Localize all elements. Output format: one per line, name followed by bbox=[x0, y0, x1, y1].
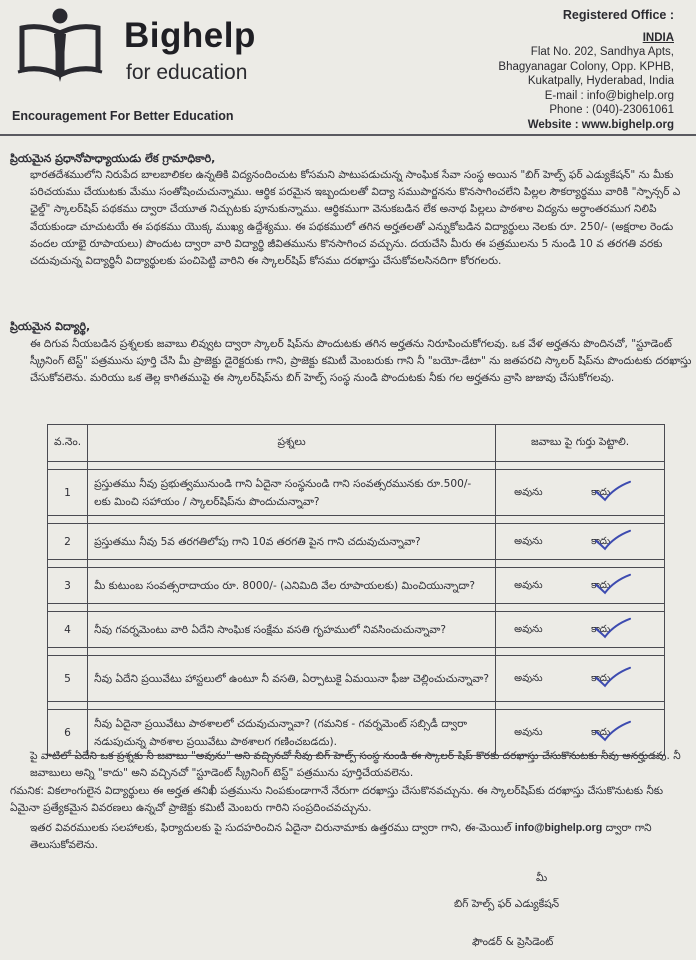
bighelp-logo-icon bbox=[14, 6, 106, 84]
table-row bbox=[48, 568, 665, 604]
office-country: INDIA bbox=[642, 31, 674, 44]
closing: మీ bbox=[536, 872, 548, 884]
answer-no-option[interactable]: కాదు bbox=[591, 579, 611, 591]
office-email: E-mail : info@bighelp.org bbox=[544, 89, 674, 102]
checkmark-icon bbox=[592, 572, 632, 594]
salutation-headmaster: ప్రియమైన ప్రధానోపాధ్యాయుడు లేక గ్రామాధికారి, bbox=[10, 152, 216, 165]
answer-yes-option[interactable]: అవును bbox=[514, 486, 543, 498]
answer-no-option[interactable]: కాదు bbox=[591, 672, 611, 684]
designation: ఫౌండర్ & ప్రెసిడెంట్ bbox=[472, 936, 554, 948]
contact-text-end: ద్వారా గాని తెలుసుకోవలెను. bbox=[30, 822, 652, 852]
row-number: 3 bbox=[48, 568, 88, 604]
table-row bbox=[48, 524, 665, 560]
answer-no-option[interactable]: కాదు bbox=[591, 726, 611, 738]
answer-cell[interactable] bbox=[496, 470, 665, 516]
registered-office-heading: Registered Office : bbox=[562, 8, 674, 22]
checkmark-icon bbox=[592, 528, 632, 550]
office-address-line: Bhagyanagar Colony, Opp. KPHB, bbox=[498, 60, 674, 73]
row-number: 5 bbox=[48, 656, 88, 702]
header-divider bbox=[0, 134, 696, 136]
answer-cell[interactable] bbox=[496, 612, 665, 648]
office-address-line: Kukatpally, Hyderabad, India bbox=[527, 75, 674, 87]
brand-subtitle: for education bbox=[126, 61, 248, 84]
checkmark-icon bbox=[592, 665, 632, 687]
intro-paragraph: భారతదేశములోని నిరుపేద బాలబాలికల ఉన్నతికి విద్యనందించుట కోసమని పాటుపడుచున్న సాంఘిక సేవా సంస్థ అయిన "బిగ్ హెల్ప్ ఫర్ ఎడ్యుకేషన్" ను మీకు పరిచయము చేయుటకు మేము సంతోషించుచున్నాము. ఆర్థిక పరమైన ఇబ్బందులతో విద్యా సముపార్జనను కొనసాగించలేని పిల్లల సౌకర్యార్థము వారికి "స్పాన్సర్ ఎ ఛైల్డ్" స్కాలర్‌షిప్ పథకము ద్వారా చేయూత నిచ్చుటకు పూనుకున్నాము. ఆర్థికముగా వెనుకబడిన లేక అనాథ పిల్లలు పాఠశాల విద్యను అర్ధాంతరముగ నిలిపి వేయకుండా చూచుటయే ఈ పథకము యొక్క ముఖ్య ఉద్దేశ్యము. ఈ పథకములో తగిన అర్హతలతో ఎన్నుకోబడిన విద్యార్థులు నెలకు రూ. 250/- (అక్షరాల రెండు వందల యాభై రూపాయలు) పొందుట ద్వారా వారి విద్యార్థి జీవితమును కొనసాగించ వచ్చును. దయచేసి మీరు ఈ పత్రములను 5 నుండి 10 వ తరగతి వరకు చదువుచున్న విద్యార్థినీ విద్యార్థులకు పంచిపెట్టి వారిని ఈ స్కాలర్‌షిప్ కోసము దరఖాస్తు చేసుకోవలసినదిగా కోరగలరు. bbox=[30, 169, 681, 268]
answer-no-option[interactable]: కాదు bbox=[591, 486, 611, 498]
office-website: Website : www.bighelp.org bbox=[527, 118, 674, 131]
eligibility-note: పై వాటిలో ఏదేని ఒక ప్రశ్నకు నీ జవాబు "అవును" అని వచ్చినచో నీవు బిగ్ హెల్ప్ సంస్థ నుండి ఈ స్కాలర్ షిప్ కొరకు దరఖాస్తు చేసుకొనుటకు నీవు అనర్హుడవు. నీ జవాబులు అన్ని "కాదు" అని వచ్చినచో "స్టూడెంట్ స్క్రీనింగ్ టెస్ట్" పత్రమును పూర్తిచేయవలెను. bbox=[30, 750, 681, 780]
answer-no-option[interactable]: కాదు bbox=[591, 535, 611, 547]
answer-yes-option[interactable]: అవును bbox=[514, 726, 543, 738]
brand-name: Bighelp bbox=[124, 16, 256, 55]
tagline: Encouragement For Better Education bbox=[12, 109, 234, 123]
col-header-question: ప్రశ్నలు bbox=[88, 425, 496, 462]
table-header-row bbox=[48, 425, 665, 462]
answer-yes-option[interactable]: అవును bbox=[514, 672, 543, 684]
question-text: ప్రస్తుతము నీవు ప్రభుత్వమునుండి గాని ఏదైనా సంస్థనుండి గాని సంవత్సరమునకు రూ.500/- లకు మించి సహాయం / స్కాలర్‌షిప్‌ను పొందుచున్నావా? bbox=[88, 470, 496, 516]
registered-office-block bbox=[374, 8, 674, 132]
table-row bbox=[48, 470, 665, 516]
col-header-sno: వ.నెం. bbox=[48, 425, 88, 462]
row-number: 6 bbox=[48, 710, 88, 756]
eligibility-table bbox=[47, 424, 665, 756]
table-row bbox=[48, 656, 665, 702]
col-header-answer: జవాబు పై గుర్తు పెట్టాలి. bbox=[496, 425, 665, 462]
table-row bbox=[48, 612, 665, 648]
answer-cell[interactable] bbox=[496, 524, 665, 560]
contact-email-link[interactable]: info@bighelp.org bbox=[514, 822, 603, 834]
checkmark-icon bbox=[592, 479, 632, 501]
row-number: 4 bbox=[48, 612, 88, 648]
answer-yes-option[interactable]: అవును bbox=[514, 535, 543, 547]
office-address-line: Flat No. 202, Sandhya Apts, bbox=[530, 46, 674, 58]
organization-signature: బిగ్ హెల్ప్ ఫర్ ఎడ్యుకేషన్ bbox=[454, 898, 560, 910]
contact-paragraph bbox=[10, 820, 696, 854]
question-text: ప్రస్తుతము నీవు 5వ తరగతిలోపు గాని 10వ తరగతి పైన గాని చదువుచున్నావా? bbox=[88, 524, 496, 560]
note-paragraph: గమనిక: వికలాంగులైన విద్యార్థులు ఈ అర్హత తనిఖీ పత్రమును నింపకుండాగానే నేరుగా దరఖాస్తు చేసుకొనవచ్చును. ఈ స్కాలర్‌షిప్‌కు దరఖాస్తు చేసుకొనుటకు నీకు ఏమైనా ప్రత్యేకమైన వివరణలు ఉన్నచో ప్రాజెక్టు కమిటీ మెంబరు గారిని సంప్రదించవచ్చును. bbox=[10, 785, 663, 815]
answer-yes-option[interactable]: అవును bbox=[514, 623, 543, 635]
answer-no-option[interactable]: కాదు bbox=[591, 623, 611, 635]
office-phone: Phone : (040)-23061061 bbox=[549, 104, 674, 116]
student-paragraph: ఈ దిగువ నీయబడిన ప్రశ్నలకు జవాబు లివ్వుట ద్వారా స్కాలర్ షిప్‌ను పొందుటకు తగిన అర్హతను నిరూపించుకోగలవు. ఒక వేళ అర్హతను పొందినచో, "స్టూడెంట్ స్క్రీనింగ్ టెస్ట్" పత్రమును పూర్తి చేసి మీ ప్రాజెక్టు డైరెక్టరుకు గాని, ప్రాజెక్టు కమిటీ మెంబరుకు గాని నీ "బయో-డేటా" ను జతపరచి స్కాలర్ షిప్‌ను పొందుటకు దరఖాస్తు చేసుకోవలెను. మరియు ఒక తెల్ల కాగితముపై ఈ స్కాలర్‌షిప్‌ను బిగ్ హెల్ప్ సంస్థ నుండి పొందుటకు నీకు గల అర్హతను వ్రాసి జుజువు చేసుకోగలవు. bbox=[30, 338, 692, 385]
question-text: నీవు ఏదేని ప్రయివేటు హాస్టలులో ఉంటూ నీ వసతి, ఏర్పాటుకై ఏమయినా ఫీజు చెల్లించుచున్నావా? bbox=[88, 656, 496, 702]
row-number: 2 bbox=[48, 524, 88, 560]
salutation-student: ప్రియమైన విద్యార్థి, bbox=[10, 320, 91, 333]
checkmark-icon bbox=[592, 616, 632, 638]
answer-yes-option[interactable]: అవును bbox=[514, 579, 543, 591]
question-text: మీ కుటుంబ సంవత్సరాదాయం రూ. 8000/- (ఎనిమిది వేల రూపాయలకు) మించియున్నాదా? bbox=[88, 568, 496, 604]
answer-cell[interactable] bbox=[496, 568, 665, 604]
checkmark-icon bbox=[592, 719, 632, 741]
contact-text: ఇతర వివరములకు సలహాలకు, ఫిర్యాదులకు పై సుదహరించిన ఏదైనా చిరునామాకు ఉత్తరము ద్వారా గాని, ఈ-మెయిల్ bbox=[30, 822, 512, 834]
question-text: నీవు ఏదైనా ప్రయివేటు పాఠశాలలో చదువుచున్నావా? (గమనిక - గవర్నమెంట్ సబ్సిడీ ద్వారా నడుపుచున్న పాఠశాల ప్రయివేటు పాఠశాలగ గణించబడదు). bbox=[88, 710, 496, 756]
row-number: 1 bbox=[48, 470, 88, 516]
answer-cell[interactable] bbox=[496, 656, 665, 702]
question-text: నీవు గవర్నమెంటు వారి ఏదేని సాంఘిక సంక్షేమ వసతి గృహములో నివసించుచున్నావా? bbox=[88, 612, 496, 648]
